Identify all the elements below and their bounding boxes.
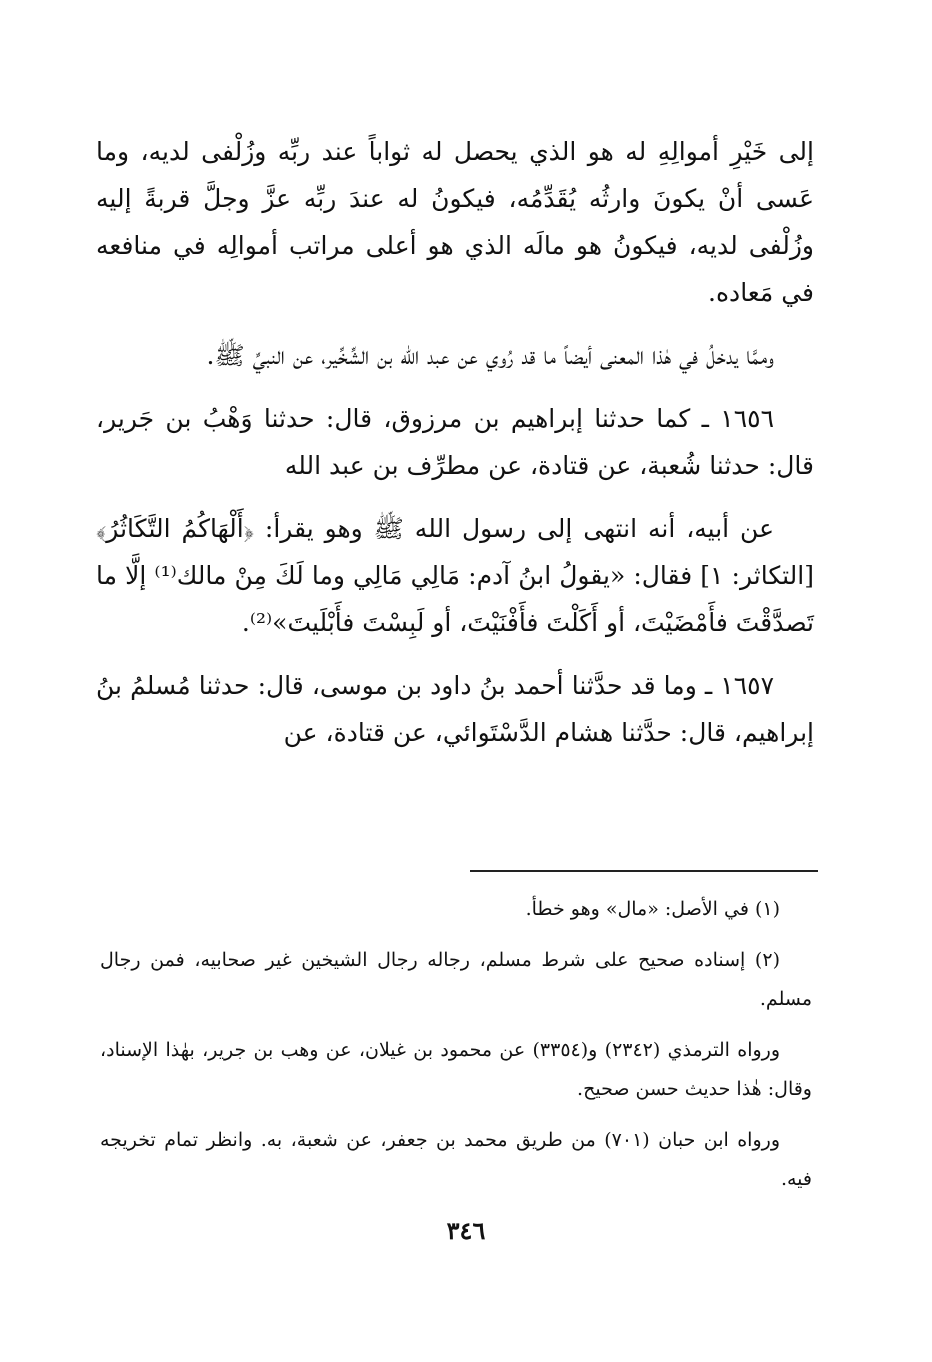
hadith-1656-text: عن أبيه، أنه انتهى إلى رسول الله ﷺ وهو يقرأ: ﴿أَلْهَاكُمُ التَّكَاثُرُ﴾ [التكاثر: ١] فقال: «يقولُ ابنُ آدم: مَالِي مَالِي وما لَكَ مِنْ مالك⁽¹⁾ إلَّا ما تَصدَّقْتَ فأَمْضَيْتَ، أو أَكَلْتَ فأَفْنَيْتَ، أو لَبِسْتَ فأَبْلَيتَ»⁽²⁾. bbox=[96, 514, 814, 637]
footnote-separator bbox=[470, 870, 818, 872]
footnotes bbox=[100, 890, 812, 1211]
main-text bbox=[96, 128, 814, 772]
paragraph-1: إلى خَيْرِ أموالِهِ له هو الذي يحصل له ثواباً عند ربِّه وزُلْفى لديه، وما عَسى أنْ يكونَ وارثُه يُقَدِّمُه، فيكونُ له عندَ ربِّه عزَّ وجلَّ قربةً إليه وزُلْفى لديه، فيكونُ هو مالَه الذي هو أعلى مراتب أموالِه في منافعه في مَعاده. bbox=[96, 137, 814, 307]
footnote-1: (١) في الأصل: «مال» وهو خطأ. bbox=[525, 898, 780, 920]
footnote-2: (٢) إسناده صحيح على شرط مسلم، رجاله رجال الشيخين غير صحابيه، فمن رجال مسلم. bbox=[100, 949, 812, 1010]
paragraph-2: وممَّا يدخلُ في هٰذا المعنى أيضاً ما قد رُوي عن عبد الله بن الشِّخِّير، عن النبيِّ ﷺ. bbox=[206, 341, 774, 370]
page-number: ٣٤٦ bbox=[446, 1216, 486, 1245]
hadith-1656: ١٦٥٦ ـ كما حدثنا إبراهيم بن مرزوق، قال: حدثنا وَهْبُ بن جَرير، قال: حدثنا شُعبة، عن قتادة، عن مطرِّف بن عبد الله bbox=[96, 404, 814, 480]
footnote-2-continued: ورواه الترمذي (٢٣٤٢) و(٣٣٥٤) عن محمود بن غيلان، عن وهب بن جرير، بهٰذا الإسناد، وقال: هٰذا حديث حسن صحيح. bbox=[100, 1039, 812, 1100]
footnote-2-continued-2: ورواه ابن حبان (٧٠١) من طريق محمد بن جعفر، عن شعبة، به. وانظر تمام تخريجه فيه. bbox=[100, 1129, 812, 1190]
hadith-1657: ١٦٥٧ ـ وما قد حدَّثنا أحمد بنُ داود بن موسى، قال: حدثنا مُسلمُ بنُ إبراهيم، قال: حدَّثنا هشام الدَّسْتَوائي، عن قتادة، عن bbox=[96, 671, 814, 747]
